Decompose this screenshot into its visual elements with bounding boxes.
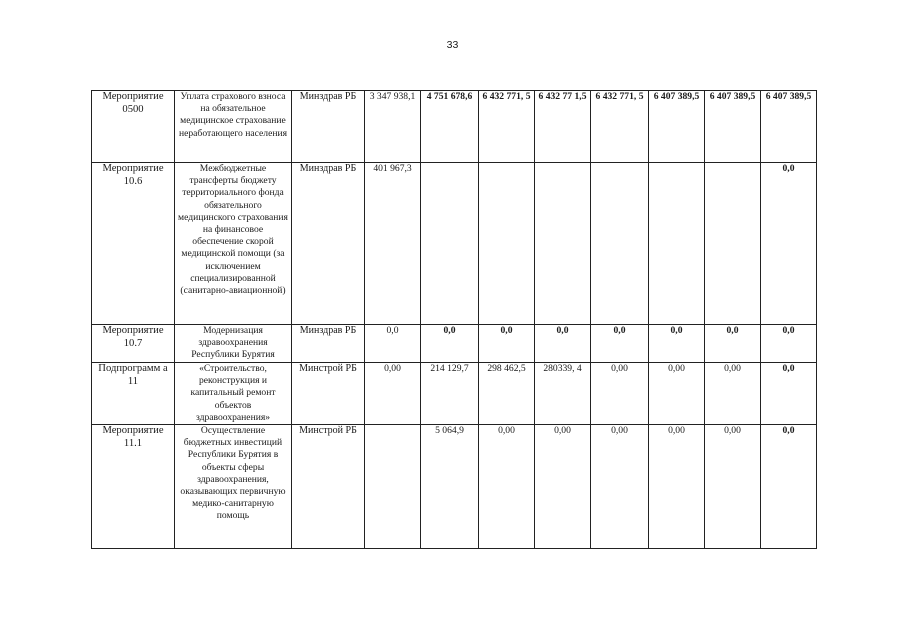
- value-cell: [591, 163, 649, 325]
- budget-table: [91, 90, 817, 549]
- value-cell: 4 751 678,6: [421, 91, 479, 163]
- name-cell: Осуществление бюджетных инвестиций Республики Бурятия в объекты сферы здравоохранения, оказывающих первичную медико-санитарную помощь: [175, 425, 292, 549]
- value-cell: 298 462,5: [479, 363, 535, 425]
- value-cell: 0,0: [479, 325, 535, 363]
- value-cell: 0,0: [421, 325, 479, 363]
- value-cell: 0,0: [649, 325, 705, 363]
- event-cell: Подпрограмм а 11: [92, 363, 175, 425]
- executor-cell: Минздрав РБ: [292, 325, 365, 363]
- value-cell: 0,0: [365, 325, 421, 363]
- event-cell: Мероприятие 11.1: [92, 425, 175, 549]
- value-cell: 0,0: [761, 325, 817, 363]
- value-cell: 6 407 389,5: [705, 91, 761, 163]
- name-cell: «Строительство, реконструкция и капитальный ремонт объектов здравоохранения»: [175, 363, 292, 425]
- value-cell: 0,0: [761, 163, 817, 325]
- value-cell: 5 064,9: [421, 425, 479, 549]
- value-cell: 0,00: [365, 363, 421, 425]
- value-cell: 401 967,3: [365, 163, 421, 325]
- value-cell: [535, 163, 591, 325]
- table-row: [92, 91, 817, 163]
- name-cell: Уплата страхового взноса на обязательное медицинское страхование неработающего населения: [175, 91, 292, 163]
- value-cell: 3 347 938,1: [365, 91, 421, 163]
- value-cell: 0,00: [591, 425, 649, 549]
- value-cell: 0,0: [761, 363, 817, 425]
- value-cell: 0,00: [705, 425, 761, 549]
- value-cell: [421, 163, 479, 325]
- executor-cell: Минстрой РБ: [292, 363, 365, 425]
- table-row: [92, 363, 817, 425]
- executor-cell: Минздрав РБ: [292, 91, 365, 163]
- name-cell: Межбюджетные трансферты бюджету территориального фонда обязательного медицинского страхования на финансовое обеспечение скорой медицинской помощи (за исключением специализированной (санитарно-авиационной): [175, 163, 292, 325]
- executor-cell: Минстрой РБ: [292, 425, 365, 549]
- event-cell: Мероприятие 10.7: [92, 325, 175, 363]
- event-cell: Мероприятие 0500: [92, 91, 175, 163]
- value-cell: [365, 425, 421, 549]
- table-row: [92, 163, 817, 325]
- value-cell: 0,0: [705, 325, 761, 363]
- value-cell: [649, 163, 705, 325]
- value-cell: 6 407 389,5: [761, 91, 817, 163]
- name-cell: Модернизация здравоохранения Республики Бурятия: [175, 325, 292, 363]
- page-number: 33: [446, 39, 459, 51]
- value-cell: 6 432 771, 5: [591, 91, 649, 163]
- value-cell: 0,00: [535, 425, 591, 549]
- value-cell: 0,0: [535, 325, 591, 363]
- value-cell: 0,00: [649, 425, 705, 549]
- value-cell: [479, 163, 535, 325]
- value-cell: 214 129,7: [421, 363, 479, 425]
- value-cell: 0,00: [649, 363, 705, 425]
- value-cell: 0,0: [761, 425, 817, 549]
- value-cell: 6 432 77 1,5: [535, 91, 591, 163]
- executor-cell: Минздрав РБ: [292, 163, 365, 325]
- value-cell: 6 407 389,5: [649, 91, 705, 163]
- value-cell: 0,00: [705, 363, 761, 425]
- value-cell: 0,0: [591, 325, 649, 363]
- event-cell: Мероприятие 10.6: [92, 163, 175, 325]
- value-cell: [705, 163, 761, 325]
- value-cell: 0,00: [591, 363, 649, 425]
- table-row: [92, 325, 817, 363]
- table-row: [92, 425, 817, 549]
- value-cell: 0,00: [479, 425, 535, 549]
- value-cell: 280339, 4: [535, 363, 591, 425]
- value-cell: 6 432 771, 5: [479, 91, 535, 163]
